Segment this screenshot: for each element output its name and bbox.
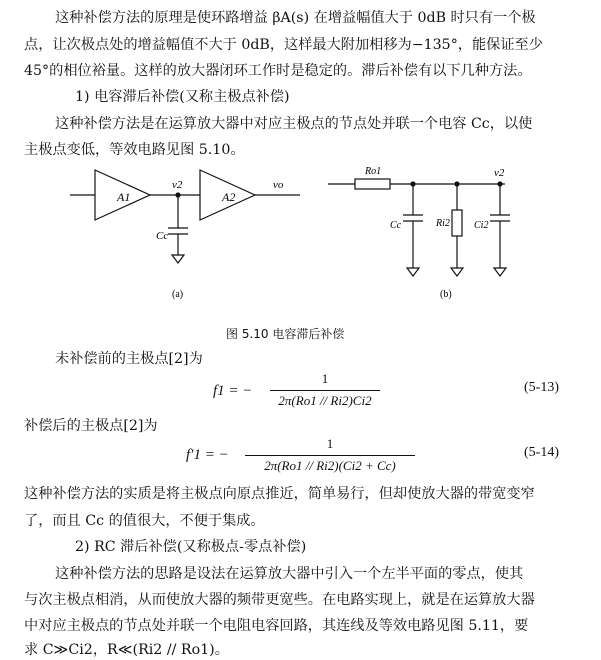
ground-symbol: [451, 268, 463, 276]
text-line: 点，让次极点处的增益幅值不大于 0dB，这样最大附加相移为−135°，能保证至少: [24, 37, 543, 53]
amp2-label: A2: [222, 190, 236, 204]
text-line: 中对应主极点的节点处并联一个电阻电容回路，其连线及等效电路见图 5.11，要: [24, 618, 529, 634]
equation-intro: 未补偿前的主极点[2]为: [55, 351, 203, 367]
node-v2-label: v2: [172, 179, 183, 191]
equation-denominator: 2π(Ro1 // Ri2)(Ci2 + Cc): [264, 458, 396, 473]
resistor-ro1: [355, 179, 390, 189]
cap-cc-label: Cc: [156, 230, 169, 242]
equation-lhs: f1 = −: [213, 383, 253, 399]
section-heading: 2) RC 滞后补偿(又称极点-零点补偿): [75, 539, 307, 555]
text-line: 求 C≫Ci2，R≪(Ri2 // Ro1)。: [24, 642, 229, 658]
equation-lhs: f′1 = −: [186, 447, 229, 463]
subfigure-a-label: (a): [172, 289, 184, 300]
text-line: 这种补偿方法的原理是使环路增益 βA(s) 在增益幅值大于 0dB 时只有一个极: [55, 10, 536, 26]
text-line: 了，而且 Cc 的值很大，不便于集成。: [24, 513, 265, 529]
resistor-ri2: [452, 210, 462, 236]
text-line: 45°的相位裕量。这样的放大器闭环工作时是稳定的。滞后补偿有以下几种方法。: [24, 63, 532, 79]
equation-denominator: 2π(Ro1 // Ri2)Ci2: [278, 393, 372, 408]
circuit-a: [70, 170, 300, 263]
resistor-ri2-label: Ri2: [436, 218, 450, 229]
equation-intro: 补偿后的主极点[2]为: [24, 418, 158, 434]
equation-numerator: 1: [321, 371, 329, 386]
text-line: 主极点变低，等效电路见图 5.10。: [24, 142, 245, 158]
cap-cc-label: Cc: [390, 220, 402, 231]
ground-symbol: [407, 268, 419, 276]
subfigure-b-label: (b): [440, 289, 452, 300]
text-line: 这种补偿方法的实质是将主极点向原点推近，简单易行，但却使放大器的带宽变窄: [24, 486, 535, 502]
fraction-bar: [270, 390, 380, 391]
figure-5-10: [0, 160, 601, 320]
equation-number: (5-14): [524, 445, 559, 460]
node-vo-label: vo: [273, 179, 284, 191]
equation-numerator: 1: [326, 436, 334, 451]
text-line: 与次主极点相消，从而使放大器的频带更宽些。在电路实现上，就是在运算放大器: [24, 592, 535, 608]
equation-number: (5-13): [524, 380, 559, 395]
ground-symbol: [494, 268, 506, 276]
resistor-ro1-label: Ro1: [365, 166, 382, 177]
ground-symbol: [172, 255, 184, 263]
section-heading: 1) 电容滞后补偿(又称主极点补偿): [75, 89, 290, 105]
text-line: 这种补偿方法是在运算放大器中对应主极点的节点处并联一个电容 Cc，以使: [55, 116, 533, 132]
cap-ci2-label: Ci2: [474, 220, 489, 231]
node-v2-label: v2: [494, 167, 505, 179]
figure-caption: 图 5.10 电容滞后补偿: [226, 327, 345, 341]
amp1-label: A1: [117, 190, 131, 204]
text-line: 这种补偿方法的思路是设法在运算放大器中引入一个左半平面的零点，使其: [55, 566, 524, 582]
fraction-bar: [245, 455, 415, 456]
